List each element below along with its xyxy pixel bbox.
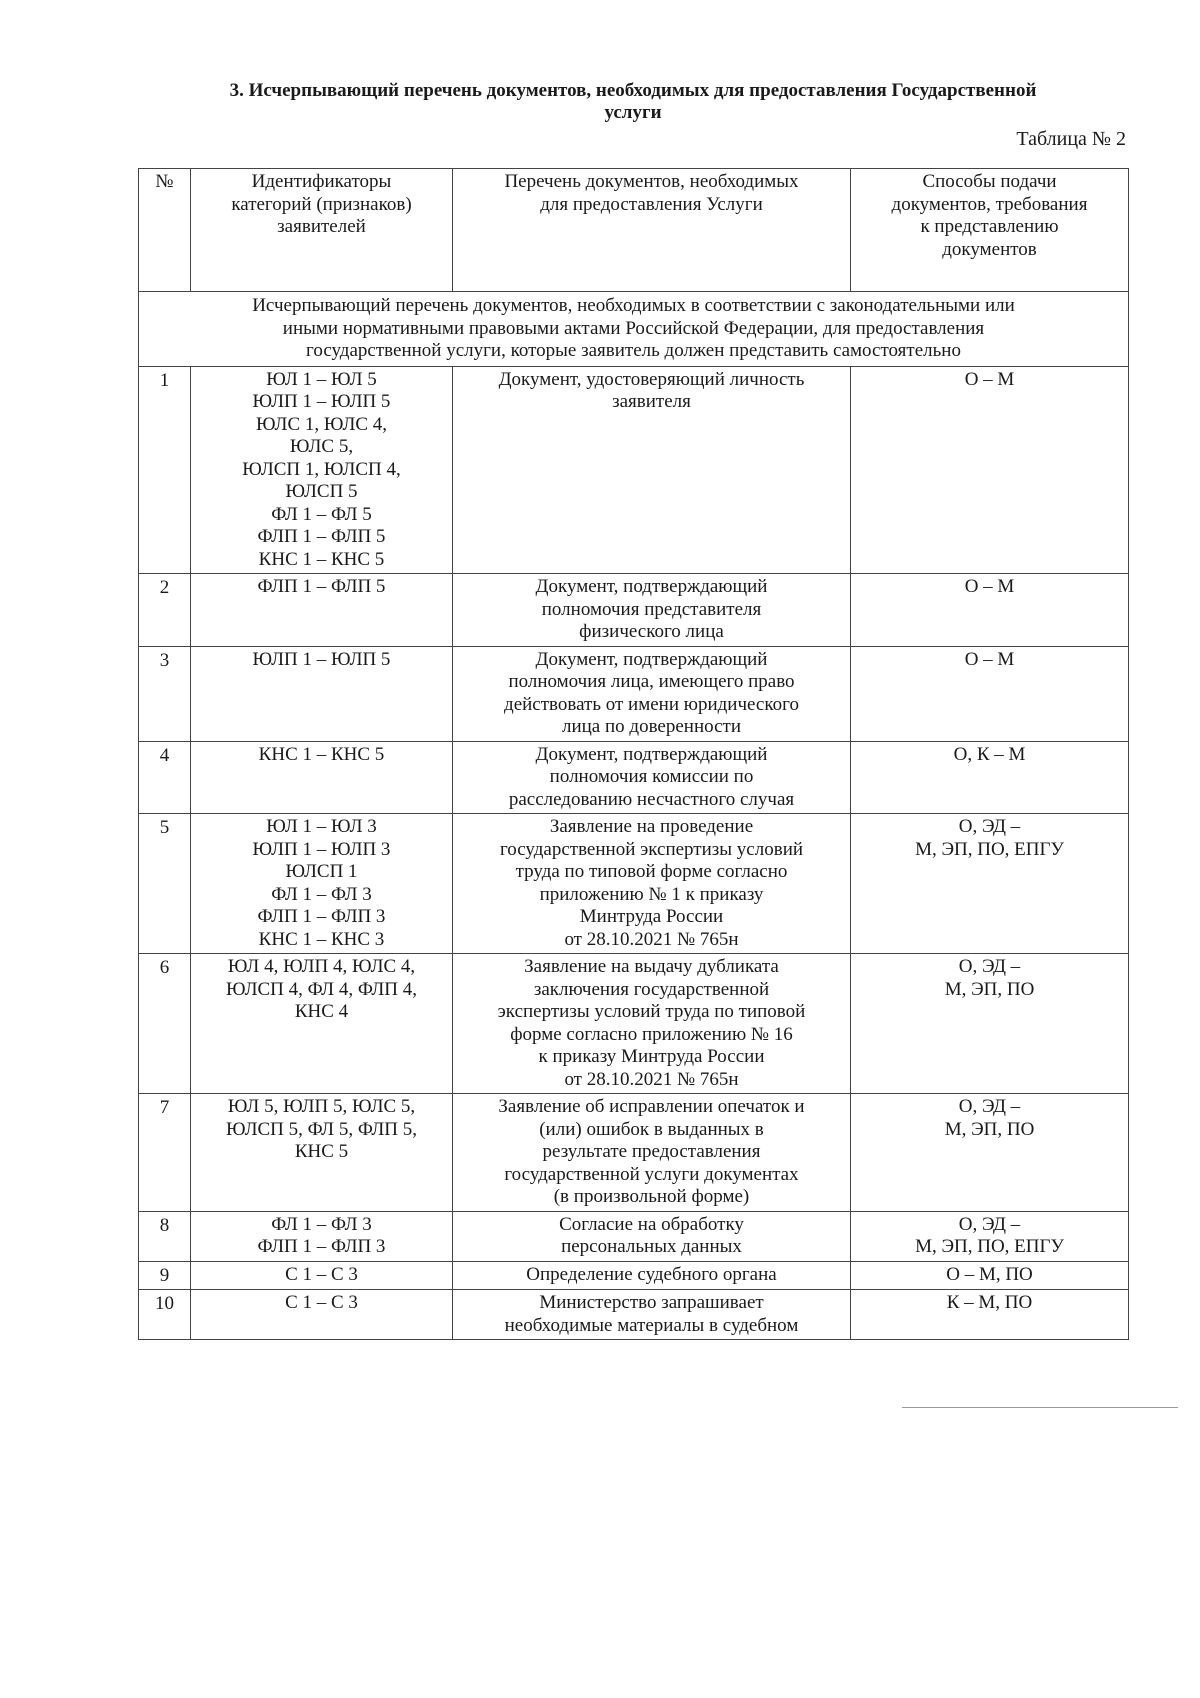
cell-line: результате предоставления [542, 1141, 761, 1162]
section-heading-line: услуги [604, 102, 662, 123]
cell-line: ФЛ 1 – ФЛ 5 [271, 503, 372, 525]
cell-line: С 1 – С 3 [285, 1292, 358, 1313]
cell-line: ФЛП 1 – ФЛП 3 [257, 1236, 386, 1257]
table-row [139, 954, 1129, 1094]
row-categories-cell [191, 1261, 453, 1290]
cell-line: расследованию несчастного случая [508, 788, 795, 810]
cell-line: полномочия представителя [541, 598, 762, 620]
cell-line: заявителя [612, 391, 691, 412]
cell-line: Минтруда России [579, 906, 724, 927]
header-categories: Идентификаторы категорий (признаков) заявителей [191, 169, 453, 292]
row-num: 6 [159, 957, 170, 978]
row-num: 1 [159, 369, 170, 391]
row-num-cell [139, 954, 191, 1094]
row-num: 8 [159, 1214, 170, 1236]
row-document-cell [453, 366, 851, 574]
cell-line: Документ, подтверждающий [535, 576, 768, 597]
table-row [139, 1261, 1129, 1290]
cell-line: О – М [964, 648, 1015, 670]
row-method-cell [851, 1211, 1129, 1261]
row-num-cell [139, 646, 191, 741]
cell-line: необходимые материалы в судебном [504, 1314, 799, 1336]
cell-line: ЮЛСП 5 [285, 481, 358, 502]
cell-line: О, ЭД – [958, 956, 1021, 977]
cell-line: КНС 1 – КНС 5 [258, 548, 385, 570]
cell-line: от 28.10.2021 № 765н [564, 1068, 739, 1090]
row-method-cell [851, 1261, 1129, 1290]
row-categories-cell [191, 741, 453, 814]
cell-line: Документ, подтверждающий [535, 743, 768, 765]
cell-line: государственной услуги документах [504, 1163, 799, 1185]
row-method-cell [851, 741, 1129, 814]
cell-line: полномочия лица, имеющего право [508, 671, 795, 692]
table-row [139, 646, 1129, 741]
row-method-cell [851, 574, 1129, 647]
cell-line: ЮЛП 1 – ЮЛП 3 [252, 838, 391, 860]
cell-line: Согласие на обработку [559, 1213, 744, 1235]
cell-line: О – М, ПО [946, 1263, 1033, 1285]
row-num-cell [139, 574, 191, 647]
row-num-cell [139, 366, 191, 574]
cell-line: М, ЭП, ПО, ЕПГУ [915, 1236, 1064, 1257]
row-document-cell [453, 1211, 851, 1261]
cell-line: Документ, подтверждающий [535, 648, 768, 670]
cell-line: М, ЭП, ПО [944, 1118, 1035, 1140]
row-document-cell [453, 741, 851, 814]
cell-line: приложению № 1 к приказу [539, 883, 764, 905]
cell-line: Заявление об исправлении опечаток и [498, 1096, 805, 1117]
section-heading-line: 3. Исчерпывающий перечень документов, необходимых для предоставления Государственной [229, 80, 1037, 101]
cell-line: О – М [964, 368, 1015, 390]
cell-line: К – М, ПО [946, 1292, 1033, 1313]
table-row [139, 574, 1129, 647]
cell-line: ЮЛСП 5, ФЛ 5, ФЛП 5, [225, 1118, 418, 1140]
row-method-cell [851, 814, 1129, 954]
row-document-cell [453, 954, 851, 1094]
cell-line: М, ЭП, ПО, ЕПГУ [915, 838, 1064, 860]
row-document-cell [453, 1261, 851, 1290]
row-num: 5 [159, 817, 170, 838]
cell-line: ЮЛП 1 – ЮЛП 5 [252, 391, 391, 412]
cell-line: ЮЛП 1 – ЮЛП 5 [252, 648, 391, 670]
row-document-cell [453, 1290, 851, 1340]
cell-line: ФЛ 1 – ФЛ 3 [271, 883, 372, 905]
cell-line: О, ЭД – [958, 816, 1021, 837]
cell-line: ЮЛСП 4, ФЛ 4, ФЛП 4, [225, 978, 418, 1000]
row-document-cell [453, 646, 851, 741]
cell-line: Заявление на проведение [549, 816, 754, 837]
header-num: № [139, 169, 191, 292]
row-categories-cell [191, 366, 453, 574]
cell-line: государственной экспертизы условий [499, 838, 804, 860]
cell-line: ЮЛС 5, [289, 436, 354, 457]
row-categories-cell [191, 1094, 453, 1212]
row-categories-cell [191, 574, 453, 647]
cell-line: М, ЭП, ПО [944, 978, 1035, 1000]
section-row-text: Исчерпывающий перечень документов, необходимых в соответствии с законодательными или иными нормативными правовыми актами Российской Федерации, для предоставления государственной услуги, которые заявитель должен представить самостоятельно [139, 292, 1129, 367]
row-num-cell [139, 741, 191, 814]
row-num: 10 [155, 1293, 174, 1314]
cell-line: КНС 4 [294, 1001, 349, 1022]
table-label: Таблица № 2 [1016, 128, 1126, 150]
cell-line: КНС 1 – КНС 3 [258, 928, 385, 950]
cell-line: ФЛП 1 – ФЛП 3 [257, 906, 386, 927]
row-categories-cell [191, 814, 453, 954]
cell-line: ЮЛ 1 – ЮЛ 5 [266, 368, 377, 390]
cell-line: ЮЛ 4, ЮЛП 4, ЮЛС 4, [227, 956, 416, 977]
cell-line: ЮЛ 5, ЮЛП 5, ЮЛС 5, [227, 1096, 416, 1117]
cell-line: полномочия комиссии по [549, 766, 754, 787]
cell-line: КНС 5 [294, 1141, 349, 1162]
table-row [139, 1290, 1129, 1340]
row-num-cell [139, 1094, 191, 1212]
table-row [139, 814, 1129, 954]
cell-line: Определение судебного органа [526, 1263, 777, 1285]
cell-line: ФЛ 1 – ФЛ 3 [271, 1213, 372, 1235]
cell-line: ЮЛС 1, ЮЛС 4, [255, 413, 388, 435]
cell-line: форме согласно приложению № 16 [510, 1023, 793, 1045]
section-row [139, 292, 1129, 367]
cell-line: О, ЭД – [958, 1213, 1021, 1235]
cell-line: ЮЛ 1 – ЮЛ 3 [266, 816, 377, 837]
cell-line: О, К – М [953, 743, 1026, 765]
header-methods: Способы подачи документов, требования к представлению документов [851, 169, 1129, 292]
cell-line: к приказу Минтруда России [538, 1046, 765, 1067]
table-row [139, 741, 1129, 814]
row-document-cell [453, 1094, 851, 1212]
documents-table [138, 168, 1129, 1340]
cell-line: физического лица [579, 621, 724, 642]
row-num: 7 [159, 1097, 170, 1118]
row-method-cell [851, 1094, 1129, 1212]
row-num-cell [139, 1211, 191, 1261]
row-categories-cell [191, 1211, 453, 1261]
row-categories-cell [191, 954, 453, 1094]
row-method-cell [851, 646, 1129, 741]
cell-line: персональных данных [561, 1236, 742, 1257]
cell-line: экспертизы условий труда по типовой [497, 1001, 806, 1022]
row-num: 2 [159, 577, 170, 598]
row-num: 9 [159, 1264, 170, 1286]
table-header-row [139, 169, 1129, 292]
table-row [139, 366, 1129, 574]
table-row [139, 1094, 1129, 1212]
row-num-cell [139, 814, 191, 954]
cell-line: Документ, удостоверяющий личность [498, 368, 805, 390]
cell-line: труда по типовой форме согласно [515, 861, 788, 882]
cell-line: ЮЛСП 1 [285, 861, 358, 882]
cell-line: КНС 1 – КНС 5 [258, 743, 385, 765]
row-document-cell [453, 814, 851, 954]
row-document-cell [453, 574, 851, 647]
cell-line: заключения государственной [533, 978, 770, 1000]
cell-line: (или) ошибок в выданных в [539, 1118, 764, 1140]
cell-line: ЮЛСП 1, ЮЛСП 4, [242, 458, 401, 480]
cell-line: (в произвольной форме) [553, 1186, 750, 1207]
cell-line: действовать от имени юридического [504, 693, 799, 715]
cell-line: Заявление на выдачу дубликата [524, 956, 779, 977]
row-num: 4 [159, 744, 170, 766]
header-documents: Перечень документов, необходимых для предоставления Услуги [453, 169, 851, 292]
row-categories-cell [191, 646, 453, 741]
table-row [139, 1211, 1129, 1261]
cell-line: ФЛП 1 – ФЛП 5 [257, 576, 386, 597]
section-heading [138, 80, 1128, 124]
cell-line: от 28.10.2021 № 765н [564, 928, 739, 950]
cell-line: О, ЭД – [958, 1096, 1021, 1117]
cell-line: Министерство запрашивает [539, 1292, 764, 1313]
row-num-cell [139, 1261, 191, 1290]
row-method-cell [851, 366, 1129, 574]
cell-line: лица по доверенности [561, 716, 742, 737]
cell-line: О – М [964, 576, 1015, 597]
scan-artifact-line [902, 1407, 1178, 1408]
row-categories-cell [191, 1290, 453, 1340]
row-num-cell [139, 1290, 191, 1340]
cell-line: С 1 – С 3 [285, 1263, 358, 1285]
cell-line: ФЛП 1 – ФЛП 5 [257, 526, 386, 547]
row-method-cell [851, 954, 1129, 1094]
row-num: 3 [159, 649, 170, 671]
row-method-cell [851, 1290, 1129, 1340]
